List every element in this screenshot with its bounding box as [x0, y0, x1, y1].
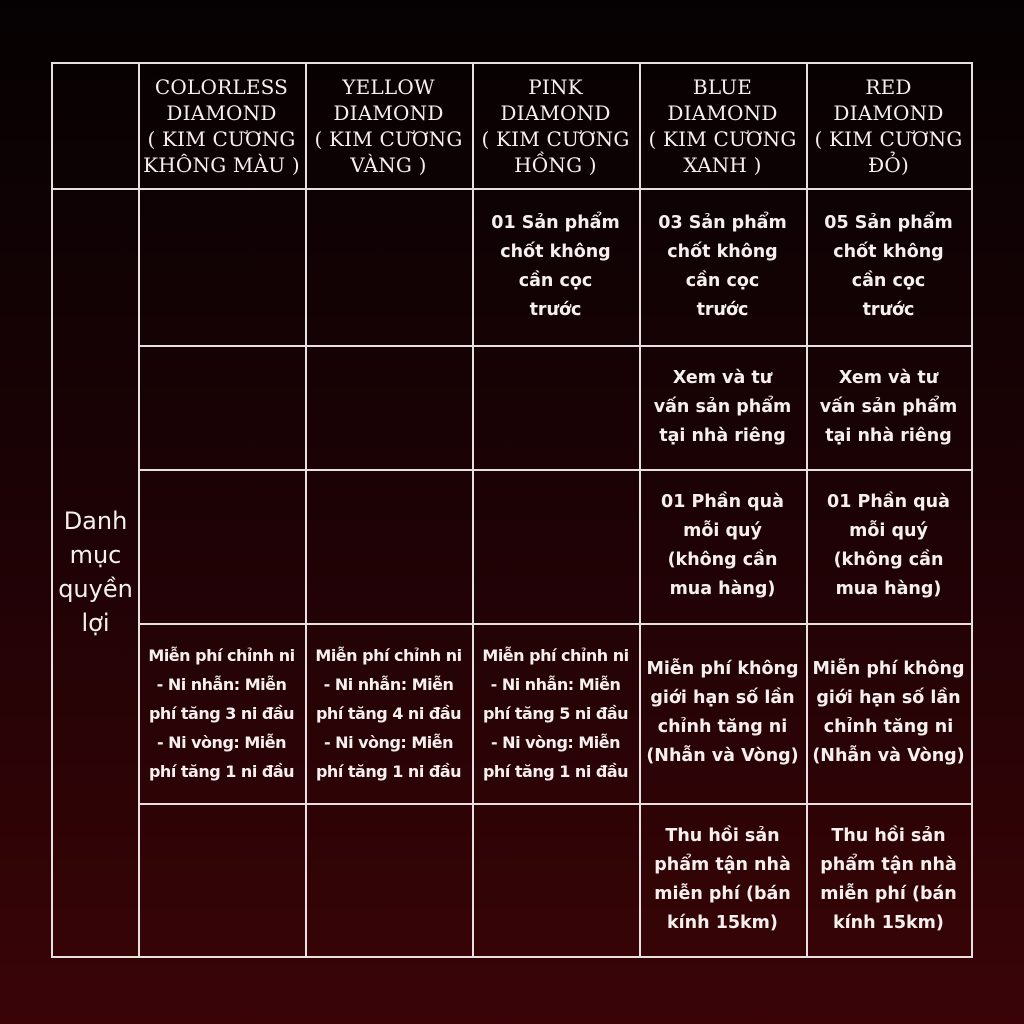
text-line: RED	[865, 75, 912, 99]
text-line: - Ni vòng: Miễn	[323, 732, 454, 752]
table-cell-text	[658, 209, 786, 325]
text-line: phí tăng 1 ni đầu	[482, 761, 629, 781]
table-cell-text	[820, 822, 957, 938]
text-line: DIAMOND	[667, 101, 778, 125]
text-line: vấn sản phẩm	[653, 396, 792, 417]
row-header-label	[53, 188, 138, 956]
text-line: 05 Sản phẩm	[824, 212, 953, 233]
text-line: phí tăng 1 ni đầu	[315, 761, 462, 781]
text-line: DIAMOND	[833, 101, 944, 125]
text-line: phí tăng 3 ni đầu	[148, 703, 295, 723]
text-line: DIAMOND	[333, 101, 444, 125]
table-cell	[305, 803, 472, 956]
table-cell	[472, 469, 639, 623]
text-line: (không cần	[667, 550, 778, 570]
text-line: mỗi quý	[849, 521, 928, 541]
text-line: Danh	[63, 507, 128, 535]
table-cell	[639, 345, 806, 469]
text-line: 03 Sản phẩm	[658, 212, 787, 233]
table-cell	[138, 803, 305, 956]
table-cell	[806, 623, 971, 803]
table-cell	[305, 623, 472, 803]
text-line: tại nhà riêng	[825, 425, 952, 446]
text-line: Miễn phí chỉnh ni	[315, 645, 462, 665]
text-line: phí tăng 1 ni đầu	[148, 761, 295, 781]
text-line: giới hạn số lần	[650, 688, 795, 708]
text-line: VÀNG )	[350, 153, 427, 177]
column-header	[639, 64, 806, 188]
text-line: phẩm tận nhà	[654, 854, 791, 875]
text-line: ( KIM CƯƠNG	[481, 127, 630, 151]
text-line: giới hạn số lần	[816, 688, 961, 708]
text-line: miễn phí (bán	[654, 883, 791, 904]
text-line: cần cọc	[851, 270, 926, 291]
text-line: ( KIM CƯƠNG	[814, 127, 963, 151]
text-line: tại nhà riêng	[659, 425, 786, 446]
text-line: 01 Phần quà	[661, 492, 784, 512]
text-line: XANH )	[683, 153, 762, 177]
text-line: trước	[529, 299, 582, 320]
text-line: trước	[696, 299, 749, 320]
text-line: chỉnh tăng ni	[823, 717, 954, 737]
text-line: DIAMOND	[166, 101, 277, 125]
table-cell-text	[654, 364, 792, 451]
text-line: ( KIM CƯƠNG	[147, 127, 296, 151]
text-line: ( KIM CƯƠNG	[314, 127, 463, 151]
table-cell	[639, 188, 806, 345]
text-line: chỉnh tăng ni	[657, 717, 788, 737]
text-line: Thu hồi sản	[665, 825, 780, 846]
table-cell	[305, 469, 472, 623]
text-line: YELLOW	[342, 75, 435, 99]
table-cell	[806, 188, 971, 345]
table-cell	[138, 623, 305, 803]
table-cell-text	[820, 364, 958, 451]
text-line: - Ni nhẫn: Miễn	[156, 674, 287, 694]
table-cell	[639, 623, 806, 803]
column-header-text	[481, 74, 629, 178]
text-line: mỗi quý	[683, 521, 762, 541]
text-line: kính 15km)	[667, 912, 778, 933]
text-line: PINK	[528, 75, 583, 99]
table-cell	[472, 188, 639, 345]
text-line: mua hàng)	[835, 579, 942, 599]
table-cell	[806, 469, 971, 623]
text-line: ( KIM CƯƠNG	[648, 127, 797, 151]
row-header-label-text	[58, 504, 133, 640]
text-line: phí tăng 5 ni đầu	[482, 703, 629, 723]
table-cell-text	[824, 209, 952, 325]
table-cell-text	[661, 488, 784, 604]
table-cell	[305, 345, 472, 469]
text-line: mục	[69, 541, 122, 569]
text-line: Xem và tư	[672, 367, 773, 388]
text-line: (Nhẫn và Vòng)	[812, 746, 965, 766]
text-line: Miễn phí chỉnh ni	[148, 645, 295, 665]
text-line: 01 Sản phẩm	[491, 212, 620, 233]
table-cell-text	[148, 641, 294, 786]
table-cell	[472, 345, 639, 469]
table-cell	[138, 188, 305, 345]
table-cell-text	[646, 655, 798, 771]
column-header	[305, 64, 472, 188]
table-cell-text	[315, 641, 461, 786]
text-line: Thu hồi sản	[831, 825, 946, 846]
text-line: ĐỎ)	[868, 153, 909, 177]
table-cell	[138, 469, 305, 623]
text-line: cần cọc	[518, 270, 593, 291]
text-line: Miễn phí không	[646, 659, 799, 679]
table-cell	[472, 623, 639, 803]
text-line: vấn sản phẩm	[819, 396, 958, 417]
table-cell	[472, 803, 639, 956]
text-line: Xem và tư	[838, 367, 939, 388]
table-cell	[639, 469, 806, 623]
text-line: - Ni nhẫn: Miễn	[323, 674, 454, 694]
table-cell	[305, 188, 472, 345]
text-line: 01 Phần quà	[827, 492, 950, 512]
text-line: kính 15km)	[833, 912, 944, 933]
column-header-text	[314, 74, 462, 178]
column-header-text	[814, 74, 962, 178]
table-cell-text	[482, 641, 628, 786]
table-cell	[138, 345, 305, 469]
column-header	[138, 64, 305, 188]
text-line: chốt không	[500, 241, 611, 262]
text-line: miễn phí (bán	[820, 883, 957, 904]
column-header-text	[648, 74, 796, 178]
text-line: KHÔNG MÀU )	[143, 153, 300, 177]
column-header	[806, 64, 971, 188]
column-header-text	[143, 74, 300, 178]
text-line: cần cọc	[685, 270, 760, 291]
text-line: trước	[862, 299, 915, 320]
table-cell	[806, 345, 971, 469]
table-cell-text	[491, 209, 619, 325]
text-line: lợi	[81, 609, 110, 637]
text-line: chốt không	[667, 241, 778, 262]
column-header	[472, 64, 639, 188]
text-line: - Ni vòng: Miễn	[490, 732, 621, 752]
text-line: BLUE	[692, 75, 753, 99]
text-line: phẩm tận nhà	[820, 854, 957, 875]
text-line: Miễn phí không	[812, 659, 965, 679]
table-cell-text	[827, 488, 950, 604]
text-line: chốt không	[833, 241, 944, 262]
text-line: - Ni nhẫn: Miễn	[490, 674, 621, 694]
text-line: mua hàng)	[669, 579, 776, 599]
text-line: HỒNG )	[514, 153, 597, 177]
table-cell	[806, 803, 971, 956]
text-line: COLORLESS	[154, 75, 289, 99]
table-cell-text	[812, 655, 964, 771]
text-line: (Nhẫn và Vòng)	[646, 746, 799, 766]
text-line: quyền	[58, 575, 133, 603]
text-line: DIAMOND	[500, 101, 611, 125]
text-line: - Ni vòng: Miễn	[156, 732, 287, 752]
table-cell-text	[654, 822, 791, 938]
text-line: phí tăng 4 ni đầu	[315, 703, 462, 723]
table-cell	[639, 803, 806, 956]
text-line: (không cần	[833, 550, 944, 570]
text-line: Miễn phí chỉnh ni	[482, 645, 629, 665]
